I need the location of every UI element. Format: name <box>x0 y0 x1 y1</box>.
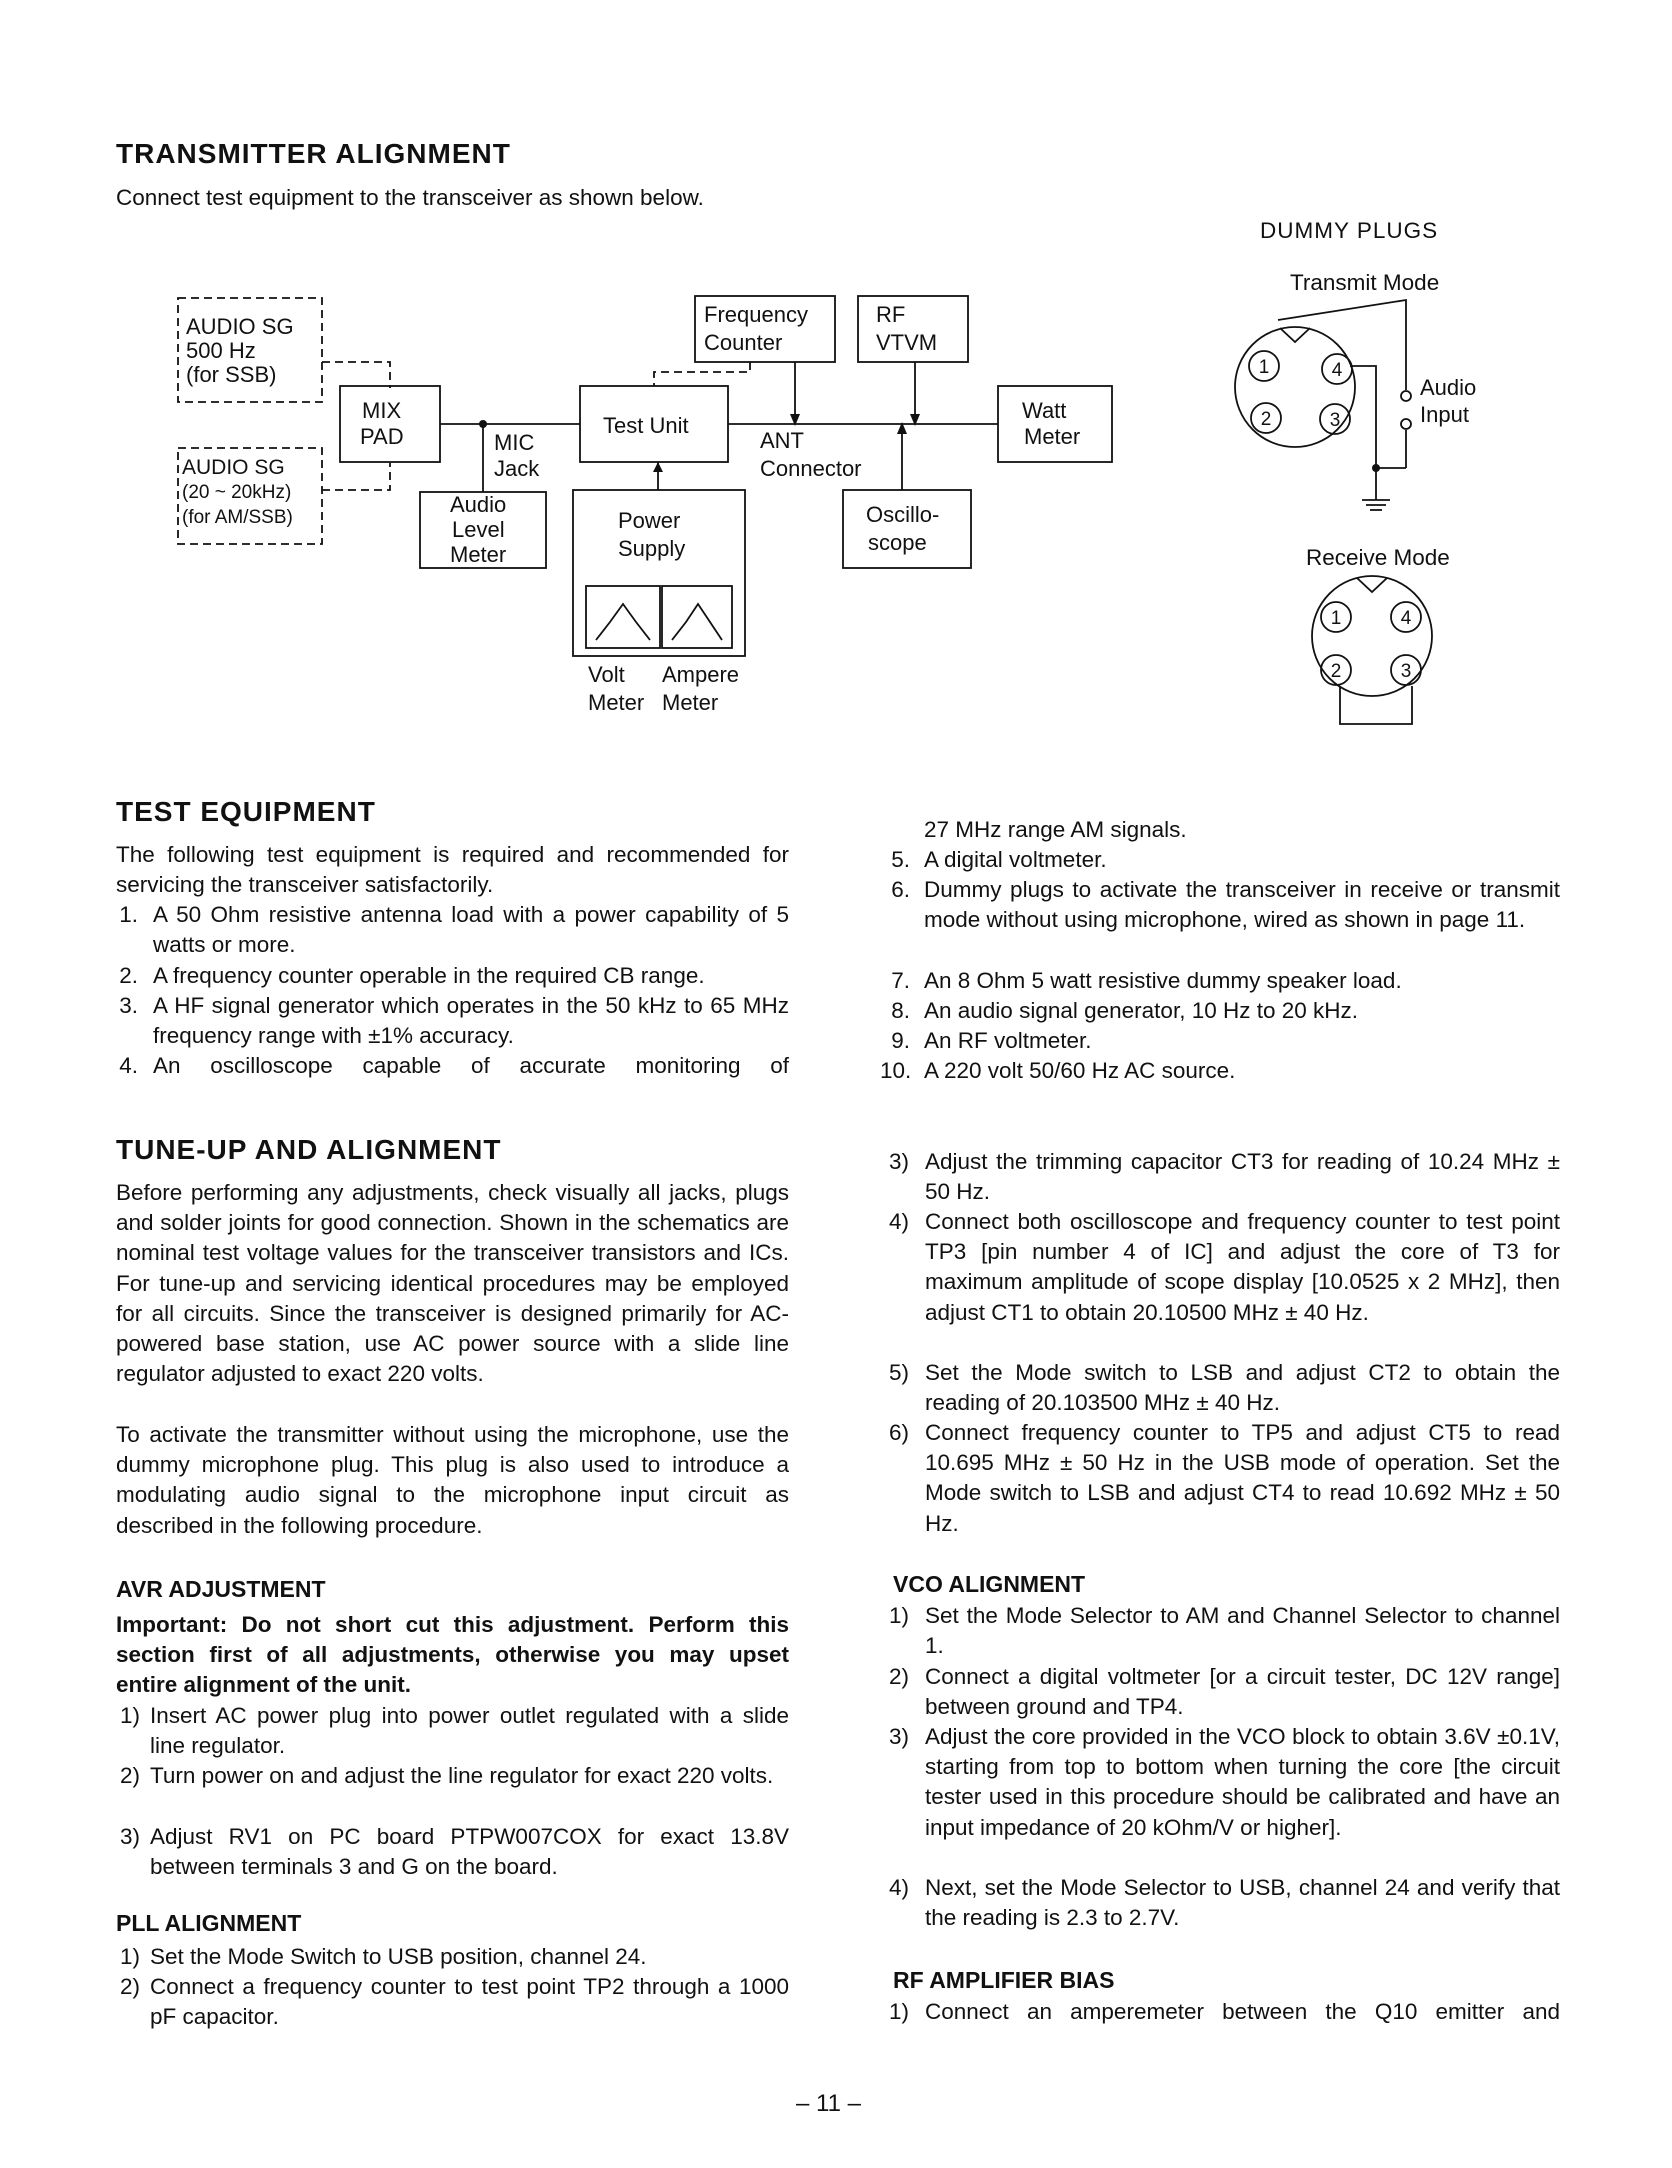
audio-sg-am-line2: (20 ~ 20kHz) <box>182 482 292 503</box>
avr-title: AVR ADJUSTMENT <box>116 1576 326 1602</box>
ampere-meter-line2: Meter <box>662 690 719 715</box>
avr-step: 1) Insert AC power plug into power outlet regulated with a slide line regulator. <box>119 1703 789 1759</box>
audio-sg-am-line3: (for AM/SSB) <box>182 507 293 528</box>
mix-pad-line2: PAD <box>360 424 404 449</box>
test-equipment-title: TEST EQUIPMENT <box>116 796 376 827</box>
avr-important-note: Important: Do not short cut this adjustment. Perform this section first of all adjustments, otherwise you may upset entire alignment of the unit. <box>116 1612 789 1698</box>
audio-input-line2: Input <box>1420 402 1469 427</box>
rf-vtvm-line2: VTVM <box>876 330 938 355</box>
equipment-item: 9. An RF voltmeter. <box>891 1028 1092 1053</box>
oscilloscope-line2: scope <box>868 530 927 555</box>
avr-step: 2) Turn power on and adjust the line regulator for exact 220 volts. <box>119 1763 774 1788</box>
transmit-mode-label: Transmit Mode <box>1290 270 1440 295</box>
watt-meter-line2: Meter <box>1024 424 1081 449</box>
equipment-item: 2. A frequency counter operable in the required CB range. <box>119 963 705 988</box>
volt-meter-line2: Meter <box>588 690 645 715</box>
pll-step: 6) Connect frequency counter to TP5 and adjust CT5 to read 10.695 MHz ± 50 Hz in the USB mode of operation. Set the Mode switch to LSB and adjust CT4 to read 10.692 MHz ± 50 Hz. <box>888 1420 1560 1536</box>
pll-step: 2) Connect a frequency counter to test point TP2 through a 1000 pF capacitor. <box>119 1974 789 2030</box>
page-number: – 11 – <box>796 2090 861 2117</box>
pll-step: 4) Connect both oscilloscope and frequency counter to test point TP3 [pin number 4 of IC] and adjust the core of T3 for maximum amplitude of scope display [10.0525 x 2 MHz], then adjust CT1 to obtain 20.10500 MHz ± 40 Hz. <box>888 1209 1560 1325</box>
audio-sg-ssb-line1: AUDIO SG <box>186 314 294 339</box>
ant-connector-line1: ANT <box>760 428 804 453</box>
vco-step: 4) Next, set the Mode Selector to USB, channel 24 and verify that the reading is 2.3 to 2.7V. <box>888 1875 1560 1931</box>
watt-meter-line1: Watt <box>1022 398 1067 423</box>
audio-level-meter-line1: Audio <box>450 492 507 517</box>
tuneup-paragraph-2: To activate the transmitter without using the microphone, use the dummy microphone plug. This plug is also used to introduce a modulating audio signal to the microphone input circuit as described in the following procedure. <box>116 1422 789 1538</box>
vco-step: 3) Adjust the core provided in the VCO block to obtain 3.6V ±0.1V, starting from top to bottom when turning the core [the circuit tester used in this procedure should be calibrated and have an input impedance of 20 kOhm/V or higher]. <box>888 1724 1560 1840</box>
vco-step: 2) Connect a digital voltmeter [or a circuit tester, DC 12V range] between ground and TP4. <box>888 1664 1560 1720</box>
equipment-item: 6. Dummy plugs to activate the transceiver in receive or transmit mode without using microphone, wired as shown in page 11. <box>891 877 1560 933</box>
mic-jack-line2: Jack <box>494 456 540 481</box>
equipment-item-4-continuation: 27 MHz range AM signals. <box>924 817 1187 842</box>
equipment-item: 5. A digital voltmeter. <box>891 847 1107 872</box>
audio-sg-ssb-line2: 500 Hz <box>186 338 256 363</box>
equipment-item: 10. A 220 volt 50/60 Hz AC source. <box>880 1058 1236 1083</box>
dummy-plugs-title: DUMMY PLUGS <box>1260 218 1439 243</box>
pll-step: 5) Set the Mode switch to LSB and adjust CT2 to obtain the reading of 20.103500 MHz ± 40 Hz. <box>888 1360 1560 1416</box>
transmitter-title: TRANSMITTER ALIGNMENT <box>116 138 511 169</box>
tuneup-paragraph-1: Before performing any adjustments, check visually all jacks, plugs and solder joints for good connection. Shown in the schematics are nominal test voltage values for the transceiver transistors and ICs. For tune-up and servicing identical procedures may be employed for all circuits. Since the transceiver is designed primarily for AC-powered base station, use AC power source with a slide line regulator adjusted to exact 220 volts. <box>116 1180 789 1387</box>
tuneup-title: TUNE-UP AND ALIGNMENT <box>116 1134 502 1165</box>
equipment-item: 1. A 50 Ohm resistive antenna load with a power capability of 5 watts or more. <box>119 902 789 958</box>
frequency-counter-line2: Counter <box>704 330 783 355</box>
pll-step: 3) Adjust the trimming capacitor CT3 for reading of 10.24 MHz ± 50 Hz. <box>888 1149 1560 1205</box>
volt-meter-line1: Volt <box>588 662 625 687</box>
tx-pin-1: 1 <box>1258 357 1270 378</box>
vco-step: 1) Set the Mode Selector to AM and Channel Selector to channel 1. <box>888 1603 1560 1659</box>
rf-bias-step: 1) Connect an amperemeter between the Q10 emitter and <box>888 1999 1560 2024</box>
rx-pin-1: 1 <box>1330 608 1342 629</box>
equipment-item: 7. An 8 Ohm 5 watt resistive dummy speaker load. <box>891 968 1402 993</box>
test-setup-diagram <box>160 280 1140 730</box>
audio-sg-am-line1: AUDIO SG <box>182 456 285 479</box>
test-equipment-intro: The following test equipment is required and recommended for servicing the transceiver satisfactorily. <box>116 842 789 898</box>
vco-title: VCO ALIGNMENT <box>893 1571 1086 1597</box>
audio-level-meter-line3: Meter <box>450 542 507 567</box>
audio-input-line1: Audio <box>1420 375 1477 400</box>
rx-pin-4: 4 <box>1400 608 1412 629</box>
equipment-item: 4. An oscilloscope capable of accurate monitoring of <box>119 1053 789 1078</box>
ant-connector-line2: Connector <box>760 456 862 481</box>
tx-pin-2: 2 <box>1260 409 1272 430</box>
rx-pin-3: 3 <box>1400 661 1412 682</box>
power-supply-line2: Supply <box>618 536 686 561</box>
equipment-item: 3. A HF signal generator which operates in the 50 kHz to 65 MHz frequency range with ±1% accuracy. <box>119 993 789 1049</box>
tx-pin-4: 4 <box>1331 360 1343 381</box>
mic-jack-line1: MIC <box>494 430 535 455</box>
power-supply-line1: Power <box>618 508 681 533</box>
mix-pad-line1: MIX <box>362 398 402 423</box>
equipment-item: 8. An audio signal generator, 10 Hz to 20 kHz. <box>891 998 1359 1023</box>
pll-title: PLL ALIGNMENT <box>116 1910 302 1936</box>
oscilloscope-line1: Oscillo- <box>866 502 940 527</box>
rf-bias-title: RF AMPLIFIER BIAS <box>893 1967 1115 1993</box>
dummy-plugs-diagram <box>1230 290 1520 740</box>
audio-sg-ssb-line3: (for SSB) <box>186 362 277 387</box>
transmitter-intro: Connect test equipment to the transceiver as shown below. <box>116 185 704 210</box>
tx-pin-3: 3 <box>1329 410 1341 431</box>
rx-pin-2: 2 <box>1330 661 1342 682</box>
frequency-counter-line1: Frequency <box>704 302 808 327</box>
test-unit-label: Test Unit <box>603 413 689 438</box>
audio-level-meter-line2: Level <box>452 517 505 542</box>
receive-mode-label: Receive Mode <box>1306 545 1450 570</box>
ampere-meter-line1: Ampere <box>662 662 740 687</box>
rf-vtvm-line1: RF <box>876 302 906 327</box>
pll-step: 1) Set the Mode Switch to USB position, channel 24. <box>119 1944 647 1969</box>
avr-step: 3) Adjust RV1 on PC board PTPW007COX for exact 13.8V between terminals 3 and G on the board. <box>119 1824 789 1880</box>
